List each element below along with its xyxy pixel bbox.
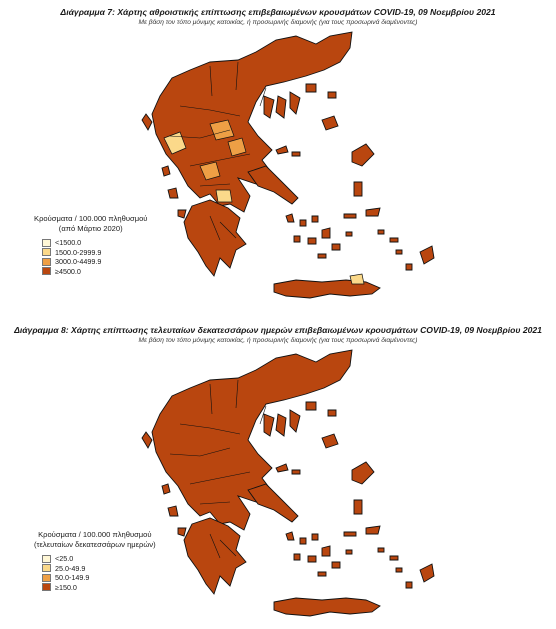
region-area bbox=[184, 200, 246, 276]
legend-item: ≥150.0 bbox=[42, 583, 156, 593]
legend-item: <25.0 bbox=[42, 554, 156, 564]
region-area bbox=[396, 568, 402, 572]
map-legend bbox=[34, 214, 147, 276]
region-area bbox=[294, 236, 300, 242]
legend-swatch bbox=[42, 248, 51, 256]
greece-regions bbox=[142, 350, 434, 616]
region-area bbox=[322, 228, 330, 238]
region-area bbox=[354, 182, 362, 196]
region-area bbox=[184, 518, 246, 594]
region-area bbox=[276, 146, 288, 154]
region-area bbox=[274, 598, 380, 616]
region-area bbox=[344, 214, 356, 218]
map-title: Διάγραμμα 8: Χάρτης επίπτωσης τελευταίων δεκατεσσάρων ημερών επιβεβαιωμένων κρουσμάτων COVID-19, 09 Νοεμβρίου 2021 bbox=[14, 325, 542, 335]
region-area bbox=[332, 562, 340, 568]
region-area bbox=[406, 264, 412, 270]
map-subtitle: Με βάση τον τόπο μόνιμης κατοικίας, ή προσωρινής διαμονής (για τους προσωρινά διαμένοντες) bbox=[138, 19, 418, 26]
legend-subtitle: (τελευταίων δεκατεσσάρων ημερών) bbox=[34, 540, 156, 549]
region-area bbox=[344, 532, 356, 536]
region-area bbox=[306, 402, 316, 410]
region-area bbox=[142, 114, 152, 130]
region-area bbox=[276, 414, 286, 436]
legend-item: 3000.0-4499.9 bbox=[42, 257, 147, 267]
region-area bbox=[286, 214, 294, 222]
region-area bbox=[264, 414, 274, 436]
region-area bbox=[308, 238, 316, 244]
legend-swatch bbox=[42, 239, 51, 247]
legend-title: Κρούσματα / 100.000 πληθυσμού bbox=[38, 530, 152, 539]
region-area bbox=[420, 564, 434, 582]
map-legend bbox=[34, 530, 156, 592]
legend-subtitle: (από Μάρτιο 2020) bbox=[58, 224, 123, 233]
region-area bbox=[286, 532, 294, 540]
region-area bbox=[300, 538, 306, 544]
region-area bbox=[162, 484, 170, 494]
region-area bbox=[318, 572, 326, 576]
region-area bbox=[354, 500, 362, 514]
region-area bbox=[306, 84, 316, 92]
greece-regions bbox=[142, 32, 434, 298]
map-title: Διάγραμμα 7: Χάρτης αθροιστικής επίπτωσης επιβεβαιωμένων κρουσμάτων COVID-19, 09 Νοεμβρίου 2021 bbox=[60, 7, 496, 17]
region-area bbox=[346, 232, 352, 236]
region-area bbox=[264, 96, 274, 118]
region-area bbox=[290, 92, 300, 114]
region-area bbox=[352, 144, 374, 166]
legend-item: 1500.0-2999.9 bbox=[42, 248, 147, 258]
region-area bbox=[350, 274, 364, 284]
region-area bbox=[396, 250, 402, 254]
map-panel-cumulative bbox=[0, 0, 556, 310]
region-area bbox=[292, 152, 300, 156]
region-area bbox=[152, 32, 352, 212]
region-area bbox=[290, 410, 300, 432]
region-area bbox=[274, 280, 380, 298]
region-area bbox=[390, 556, 398, 560]
legend-swatch bbox=[42, 583, 51, 591]
region-area bbox=[142, 432, 152, 448]
region-area bbox=[308, 556, 316, 562]
region-area bbox=[366, 208, 380, 216]
region-area bbox=[346, 550, 352, 554]
region-area bbox=[276, 464, 288, 472]
region-area bbox=[168, 188, 178, 198]
region-area bbox=[378, 230, 384, 234]
legend-item: 50.0-149.9 bbox=[42, 573, 156, 583]
map-panel-14-day bbox=[0, 318, 556, 622]
region-area bbox=[294, 554, 300, 560]
region-area bbox=[178, 210, 186, 218]
region-area bbox=[248, 484, 298, 522]
legend-swatch bbox=[42, 564, 51, 572]
region-area bbox=[216, 190, 232, 202]
region-area bbox=[332, 244, 340, 250]
region-area bbox=[318, 254, 326, 258]
region-area bbox=[300, 220, 306, 226]
region-area bbox=[406, 582, 412, 588]
legend-swatch bbox=[42, 258, 51, 266]
region-area bbox=[178, 528, 186, 536]
legend-swatch bbox=[42, 574, 51, 582]
region-area bbox=[328, 92, 336, 98]
legend-item: ≥4500.0 bbox=[42, 267, 147, 277]
region-area bbox=[322, 116, 338, 130]
region-area bbox=[352, 462, 374, 484]
region-area bbox=[390, 238, 398, 242]
region-area bbox=[322, 546, 330, 556]
region-area bbox=[162, 166, 170, 176]
map-subtitle: Με βάση τον τόπο μόνιμης κατοικίας, ή προσωρινής διαμονής (για τους προσωρινά διαμένοντες) bbox=[138, 337, 418, 344]
region-area bbox=[420, 246, 434, 264]
legend-swatch bbox=[42, 555, 51, 563]
region-area bbox=[152, 350, 352, 530]
region-area bbox=[322, 434, 338, 448]
region-area bbox=[168, 506, 178, 516]
region-area bbox=[312, 534, 318, 540]
region-area bbox=[248, 166, 298, 204]
legend-item: <1500.0 bbox=[42, 238, 147, 248]
legend-title: Κρούσματα / 100.000 πληθυσμού bbox=[34, 214, 148, 223]
region-area bbox=[312, 216, 318, 222]
region-area bbox=[366, 526, 380, 534]
legend-swatch bbox=[42, 267, 51, 275]
legend-item: 25.0-49.9 bbox=[42, 564, 156, 574]
region-area bbox=[328, 410, 336, 416]
region-area bbox=[378, 548, 384, 552]
region-area bbox=[276, 96, 286, 118]
region-area bbox=[292, 470, 300, 474]
